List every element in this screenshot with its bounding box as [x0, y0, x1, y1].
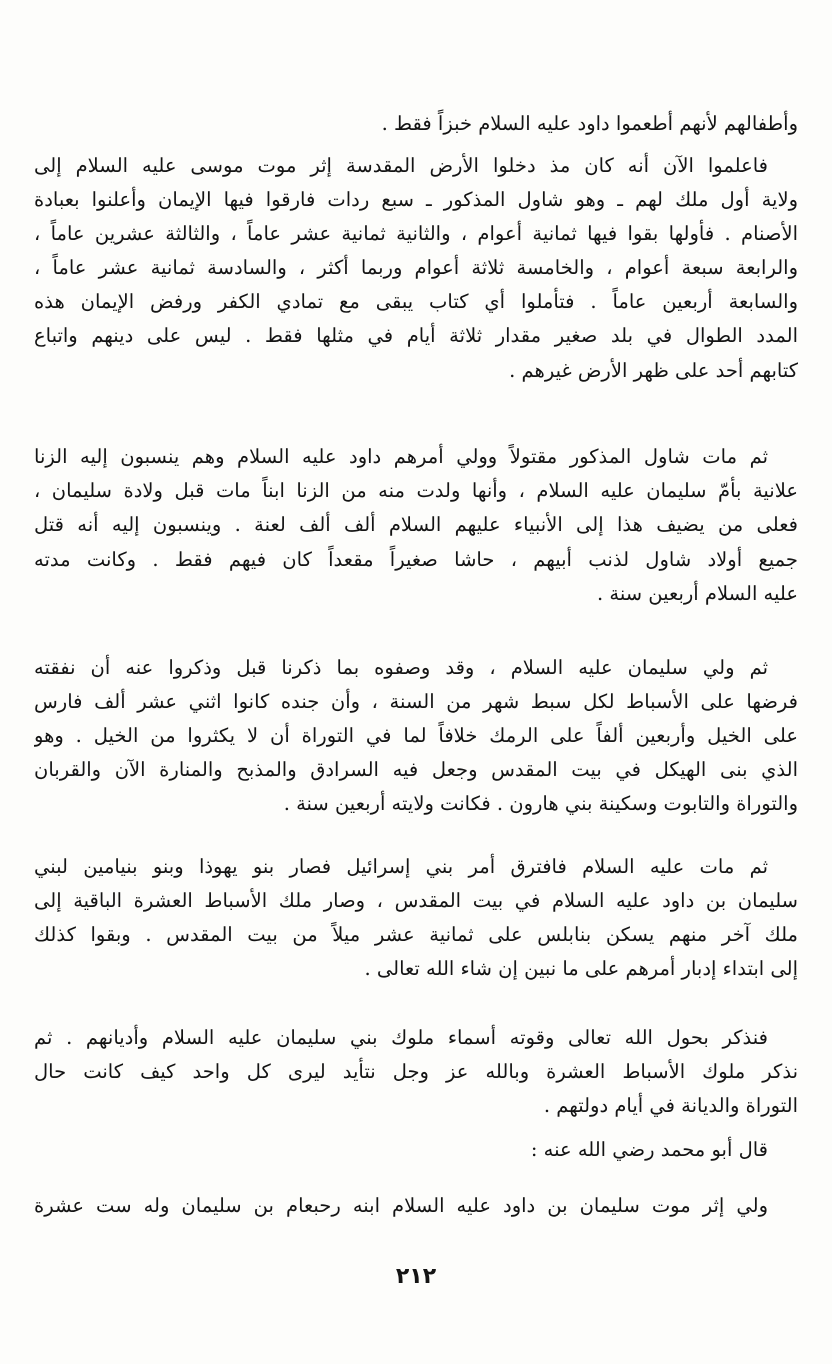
text-line-14: ثم ولي سليمان عليه السلام ، وقد وصفوه بما ذكرنا قبل وذكروا عنه أن نفقته — [34, 656, 768, 679]
text-line-1: وأطفالهم لأنهم أطعموا داود عليه السلام خبزاً فقط . — [381, 112, 798, 135]
text-line-18: والتوراة والتابوت وسكينة بني هارون . فكانت ولايته أربعين سنة . — [283, 792, 798, 815]
text-line-21: ملك آخر منهم يسكن بنابلس على ثمانية عشر ميلاً من بيت المقدس . وبقوا كذلك — [34, 923, 798, 946]
text-line-23: فنذكر بحول الله تعالى وقوته أسماء ملوك بني سليمان عليه السلام وأديانهم . ثم — [34, 1026, 768, 1049]
text-line-6: والسابعة أربعين عاماً . فتأملوا أي كتاب يبقى مع تمادي الكفر ورفض الإيمان هذه — [34, 290, 798, 313]
text-line-13: عليه السلام أربعين سنة . — [597, 582, 798, 605]
text-line-12: جميع أولاد شاول لذنب أبيهم ، حاشا صغيراً مقعداً كان فيهم فقط . وكانت مدته — [34, 548, 798, 571]
text-line-16: على الخيل وأربعين ألفاً على الرمك خلافاً لما في التوراة أن لا يكثروا من الخيل . وهو — [34, 724, 798, 747]
text-line-11: فعلى من يضيف هذا إلى الأنبياء عليهم السلام ألف ألف لعنة . وينسبون إليه أنه قتل — [34, 513, 798, 536]
text-line-2: فاعلموا الآن أنه كان مذ دخلوا الأرض المقدسة إثر موت موسى عليه السلام إلى — [34, 154, 768, 177]
text-line-5: والرابعة سبعة أعوام ، والخامسة ثلاثة أعوام وربما أكثر ، والسادسة ثمانية عشر عاماً ، — [34, 256, 798, 279]
text-line-4: الأصنام . فأولها بقوا فيها ثمانية أعوام ، والثانية ثمانية عشر عاماً ، والثالثة عشرين عاماً ، — [34, 222, 798, 245]
page-number: ٢١٢ — [395, 1264, 437, 1289]
text-line-3: ولاية أول ملك لهم ـ وهو شاول المذكور ـ سبع ردات فارقوا فيها الإيمان وأعلنوا بعبادة — [34, 188, 798, 211]
text-line-15: فرضها على الأسباط لكل سبط شهر من السنة ، وأن جنده كانوا اثني عشر ألف فارس — [34, 690, 798, 713]
text-line-27: ولي إثر موت سليمان بن داود عليه السلام ابنه رحبعام بن سليمان وله ست عشرة — [34, 1194, 768, 1217]
text-line-9: ثم مات شاول المذكور مقتولاً وولي أمرهم داود عليه السلام وهم ينسبون إليه الزنا — [34, 445, 768, 468]
text-line-24: نذكر ملوك الأسباط العشرة وبالله عز وجل نتأيد ليرى كل واحد كيف كانت حال — [34, 1060, 798, 1083]
text-line-17: الذي بنى الهيكل في بيت المقدس وجعل فيه السرادق والمذبح والمنارة الآن والقربان — [34, 758, 798, 781]
text-line-8: كتابهم أحد على ظهر الأرض غيرهم . — [509, 359, 798, 382]
text-line-22: إلى ابتداء إدبار أمرهم على ما نبين إن شاء الله تعالى . — [364, 957, 798, 980]
text-line-20: سليمان بن داود عليه السلام في بيت المقدس ، وصار ملك الأسباط العشرة الباقية إلى — [34, 889, 798, 912]
text-line-26: قال أبو محمد رضي الله عنه : — [530, 1138, 768, 1161]
text-line-25: التوراة والديانة في أيام دولتهم . — [543, 1094, 798, 1117]
text-line-19: ثم مات عليه السلام فافترق أمر بني إسرائيل فصار بنو يهوذا وبنو بنيامين لبني — [34, 855, 768, 878]
text-line-10: علانية بأمّ سليمان عليه السلام ، وأنها ولدت منه من الزنا ابناً مات قبل ولادة سليمان ، — [34, 479, 798, 502]
text-line-7: المدد الطوال في بلد صغير مقدار ثلاثة أيام في مثلها فقط . ليس على دينهم واتباع — [34, 324, 798, 347]
